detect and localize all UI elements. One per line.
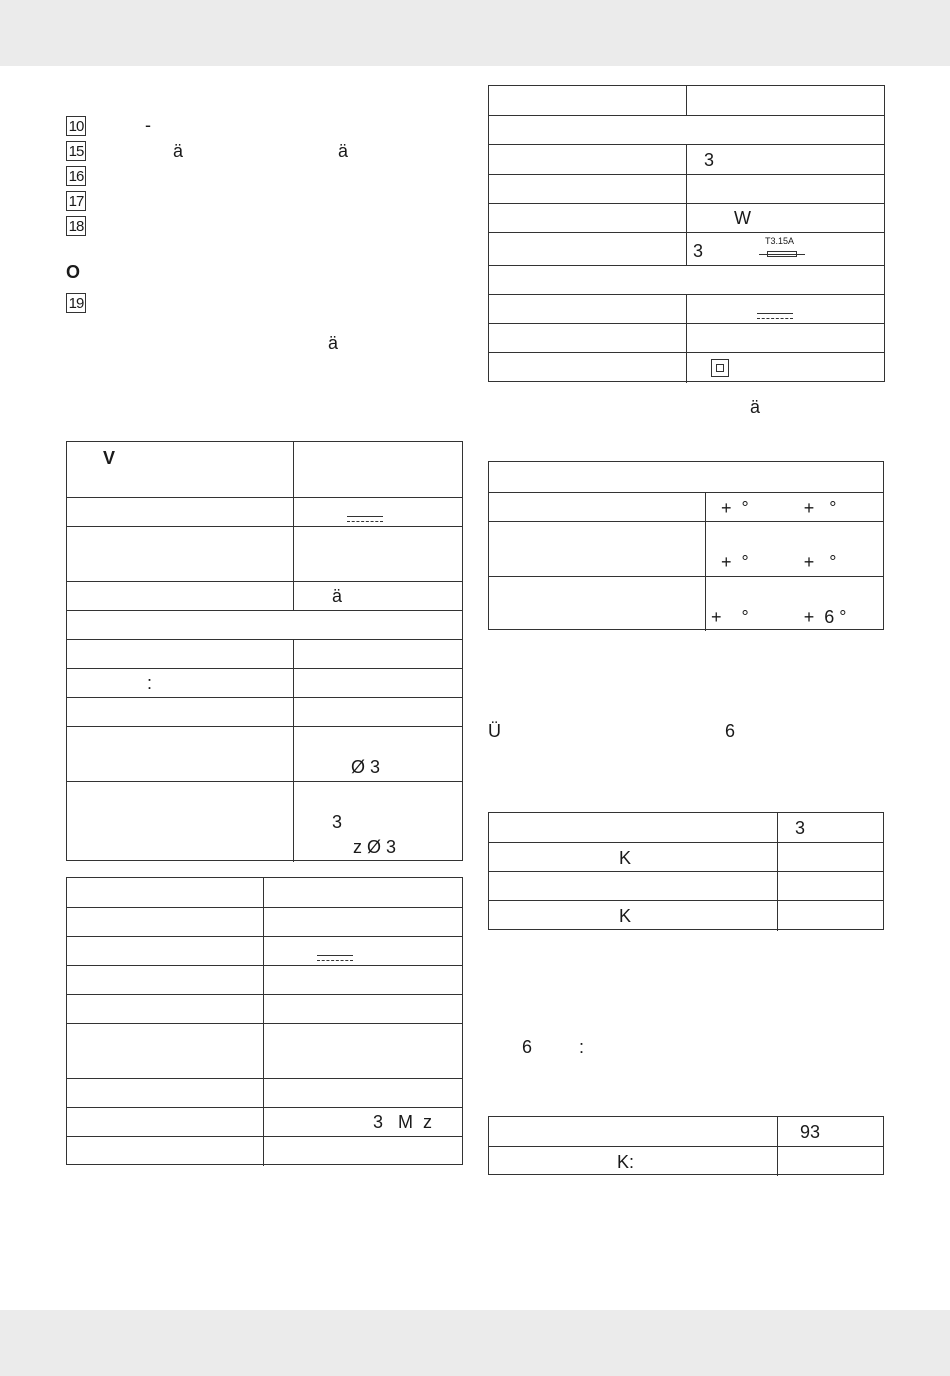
table-row xyxy=(489,144,884,174)
legend-text-10: - xyxy=(145,115,151,135)
table-row xyxy=(489,842,883,871)
table-row xyxy=(67,610,462,639)
legend-number-15: 15 xyxy=(66,141,86,161)
paragraph-2-colon: : xyxy=(579,1037,585,1057)
table-row xyxy=(489,115,884,144)
table-row xyxy=(489,576,883,631)
table-row xyxy=(67,907,462,936)
top-band xyxy=(0,0,950,66)
table-row xyxy=(489,232,884,265)
table-cell: + ° + 6 ° xyxy=(711,607,847,627)
table-row xyxy=(67,878,462,907)
noise-table xyxy=(488,812,884,930)
table-row xyxy=(489,871,883,900)
table-cell: 3 xyxy=(704,150,715,170)
table-row xyxy=(489,323,884,352)
table-row xyxy=(67,1136,462,1166)
table-cell: 3 xyxy=(795,818,806,838)
table-row xyxy=(67,581,462,610)
table-row xyxy=(489,352,884,383)
table-row xyxy=(67,668,462,697)
temperature-table xyxy=(488,461,884,630)
legend-number-18: 18 xyxy=(66,216,86,236)
class-ii-icon xyxy=(711,359,729,377)
table-row xyxy=(67,726,462,781)
table-row xyxy=(489,900,883,931)
legend-text-15b: ä xyxy=(338,141,349,161)
table-cell: W xyxy=(734,208,751,228)
table-row xyxy=(489,294,884,323)
spec-table-2 xyxy=(66,877,463,1165)
table3-note: ä xyxy=(750,397,761,417)
table-row xyxy=(67,936,462,965)
table-cell: Ø 3 xyxy=(351,757,381,777)
table-row xyxy=(67,639,462,668)
legend-note: ä xyxy=(328,333,339,353)
vibration-table xyxy=(488,1116,884,1175)
table-cell: V xyxy=(103,448,116,468)
table-cell: K: xyxy=(617,1152,635,1172)
table-row xyxy=(67,1107,462,1136)
table-row xyxy=(67,442,462,497)
legend-number-17: 17 xyxy=(66,191,86,211)
table-cell: + ° + ° xyxy=(721,498,837,518)
fuse-symbol-icon xyxy=(759,237,805,259)
bottom-band xyxy=(0,1310,950,1376)
table-cell: + ° + ° xyxy=(721,552,837,572)
table-cell: 3 xyxy=(332,812,343,832)
table-cell: 3 xyxy=(693,241,704,261)
legend-text-15: ä xyxy=(173,141,184,161)
table-row xyxy=(489,521,883,576)
table-row xyxy=(489,203,884,232)
table-cell: ä xyxy=(332,586,343,606)
table-cell: 93 xyxy=(800,1122,821,1142)
table-row xyxy=(489,1146,883,1176)
paragraph-1-start: Ü xyxy=(488,721,501,741)
table-row xyxy=(67,965,462,994)
paragraph-2-value: 6 xyxy=(522,1037,533,1057)
legend-number-10: 10 xyxy=(66,116,86,136)
table-cell: K xyxy=(619,848,632,868)
table-row xyxy=(67,994,462,1023)
table-row xyxy=(67,526,462,581)
dc-symbol-icon xyxy=(757,305,793,325)
legend-heading: O xyxy=(66,262,81,282)
table-cell: : xyxy=(147,673,153,693)
dc-symbol-icon xyxy=(317,947,353,967)
spec-table-1 xyxy=(66,441,463,861)
table-row xyxy=(489,174,884,203)
table-row xyxy=(489,1117,883,1146)
table-row xyxy=(489,492,883,521)
paragraph-1-value: 6 xyxy=(725,721,736,741)
table-row xyxy=(489,813,883,842)
table-row xyxy=(67,497,462,526)
dc-symbol-icon xyxy=(347,508,383,528)
table-row xyxy=(67,1078,462,1107)
table-row xyxy=(67,697,462,726)
table-row xyxy=(67,781,462,862)
fuse-label: T3.15A xyxy=(765,236,795,246)
legend-number-19: 19 xyxy=(66,293,86,313)
table-row xyxy=(489,265,884,294)
table-row xyxy=(67,1023,462,1078)
table-cell: K xyxy=(619,906,632,926)
table-row xyxy=(489,462,883,492)
legend-number-16: 16 xyxy=(66,166,86,186)
table-row xyxy=(489,86,884,115)
table-cell: z Ø 3 xyxy=(353,837,397,857)
table-cell: 3 M z xyxy=(373,1112,433,1132)
spec-table-3 xyxy=(488,85,885,382)
